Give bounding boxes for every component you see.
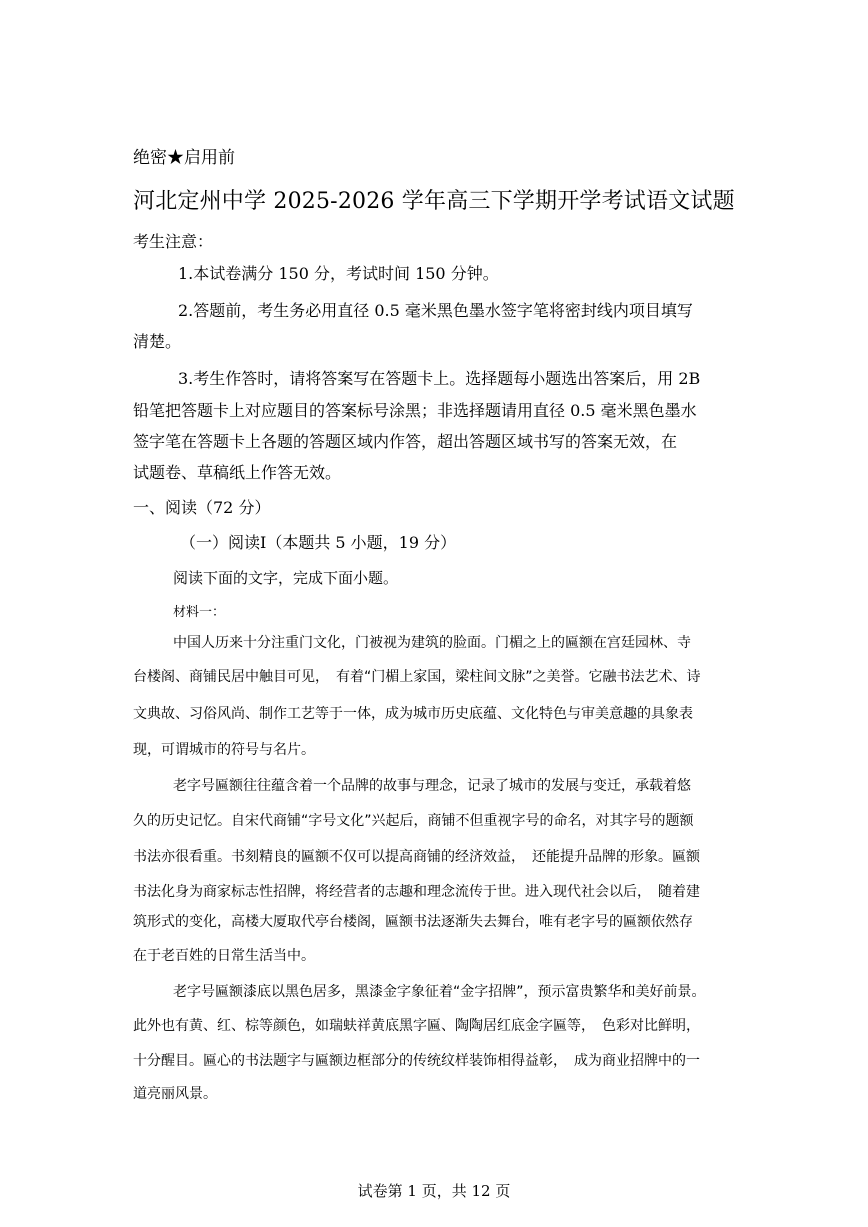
passage-line: 现，可谓城市的符号与名片。	[133, 742, 315, 758]
notice-item-3-line-1: 3.考生作答时，请将答案写在答题卡上。选择题每小题选出答案后，用 2B	[178, 369, 701, 388]
instruction-text: 阅读下面的文字，完成下面小题。	[173, 569, 399, 587]
notice-item-1: 1.本试卷满分 150 分，考试时间 150 分钟。	[178, 264, 499, 283]
passage-line: 老字号匾额往往蕴含着一个品牌的故事与理念，记录了城市的发展与变迁，承载着悠	[173, 778, 691, 794]
page-footer: 试卷第 1 页，共 12 页	[357, 1182, 511, 1200]
notice-item-3-line-2: 铅笔把答题卡上对应题目的答案标号涂黑；非选择题请用直径 0.5 毫米黑色墨水	[133, 401, 697, 420]
page-title: 河北定州中学 2025-2026 学年高三下学期开学考试语文试题	[133, 189, 735, 214]
passage-line: 十分醒目。匾心的书法题字与匾额边框部分的传统纹样装饰相得益彰， 成为商业招牌中的一	[133, 1053, 700, 1069]
passage-line: 在于老百姓的日常生活当中。	[133, 948, 315, 964]
passage-line: 书法化身为商家标志性招牌，将经营者的志趣和理念流传于世。进入现代社会以后， 随着建	[133, 884, 700, 900]
passage-line: 文典故、习俗风尚、制作工艺等于一体，成为城市历史底蕴、文化特色与审美意趣的具象表	[133, 706, 693, 722]
material-label: 材料一：	[173, 605, 226, 620]
passage-line: 老字号匾额漆底以黑色居多，黑漆金字象征着“金字招牌”，预示富贵繁华和美好前景。	[173, 984, 706, 1000]
passage-line: 此外也有黄、红、棕等颜色，如瑞蚨祥黄底黑字匾、陶陶居红底金字匾等， 色彩对比鲜明，	[133, 1018, 700, 1034]
subsection-heading: （一）阅读Ⅰ（本题共 5 小题，19 分）	[180, 533, 457, 552]
passage-line: 筑形式的变化，高楼大厦取代亭台楼阁，匾额书法逐渐失去舞台，唯有老字号的匾额依然存	[133, 914, 693, 930]
secret-mark: 绝密★启用前	[133, 148, 235, 168]
notice-item-3-line-3: 签字笔在答题卡上各题的答题区域内作答，超出答题区域书写的答案无效，在	[133, 432, 678, 451]
passage-line: 久的历史记忆。自宋代商铺“字号文化”兴起后，商铺不但重视字号的命名，对其字号的题额	[133, 813, 694, 829]
passage-line: 中国人历来十分注重门文化，门被视为建筑的脸面。门楣之上的匾额在宫廷园林、寺	[173, 635, 691, 651]
section-heading: 一、阅读（72 分）	[133, 498, 271, 517]
notice-item-2-line-1: 2.答题前，考生务必用直径 0.5 毫米黑色墨水签字笔将密封线内项目填写	[178, 301, 693, 320]
passage-line: 书法亦很看重。书刻精良的匾额不仅可以提高商铺的经济效益， 还能提升品牌的形象。匾额	[133, 849, 700, 865]
passage-line: 台楼阁、商铺民居中触目可见， 有着“门楣上家国，梁柱间文脉”之美誉。它融书法艺术、诗	[133, 669, 701, 685]
passage-line: 道亮丽风景。	[133, 1086, 217, 1102]
notice-heading: 考生注意：	[133, 232, 214, 251]
notice-item-2-line-2: 清楚。	[133, 332, 182, 351]
notice-item-3-line-4: 试题卷、草稿纸上作答无效。	[133, 463, 342, 482]
